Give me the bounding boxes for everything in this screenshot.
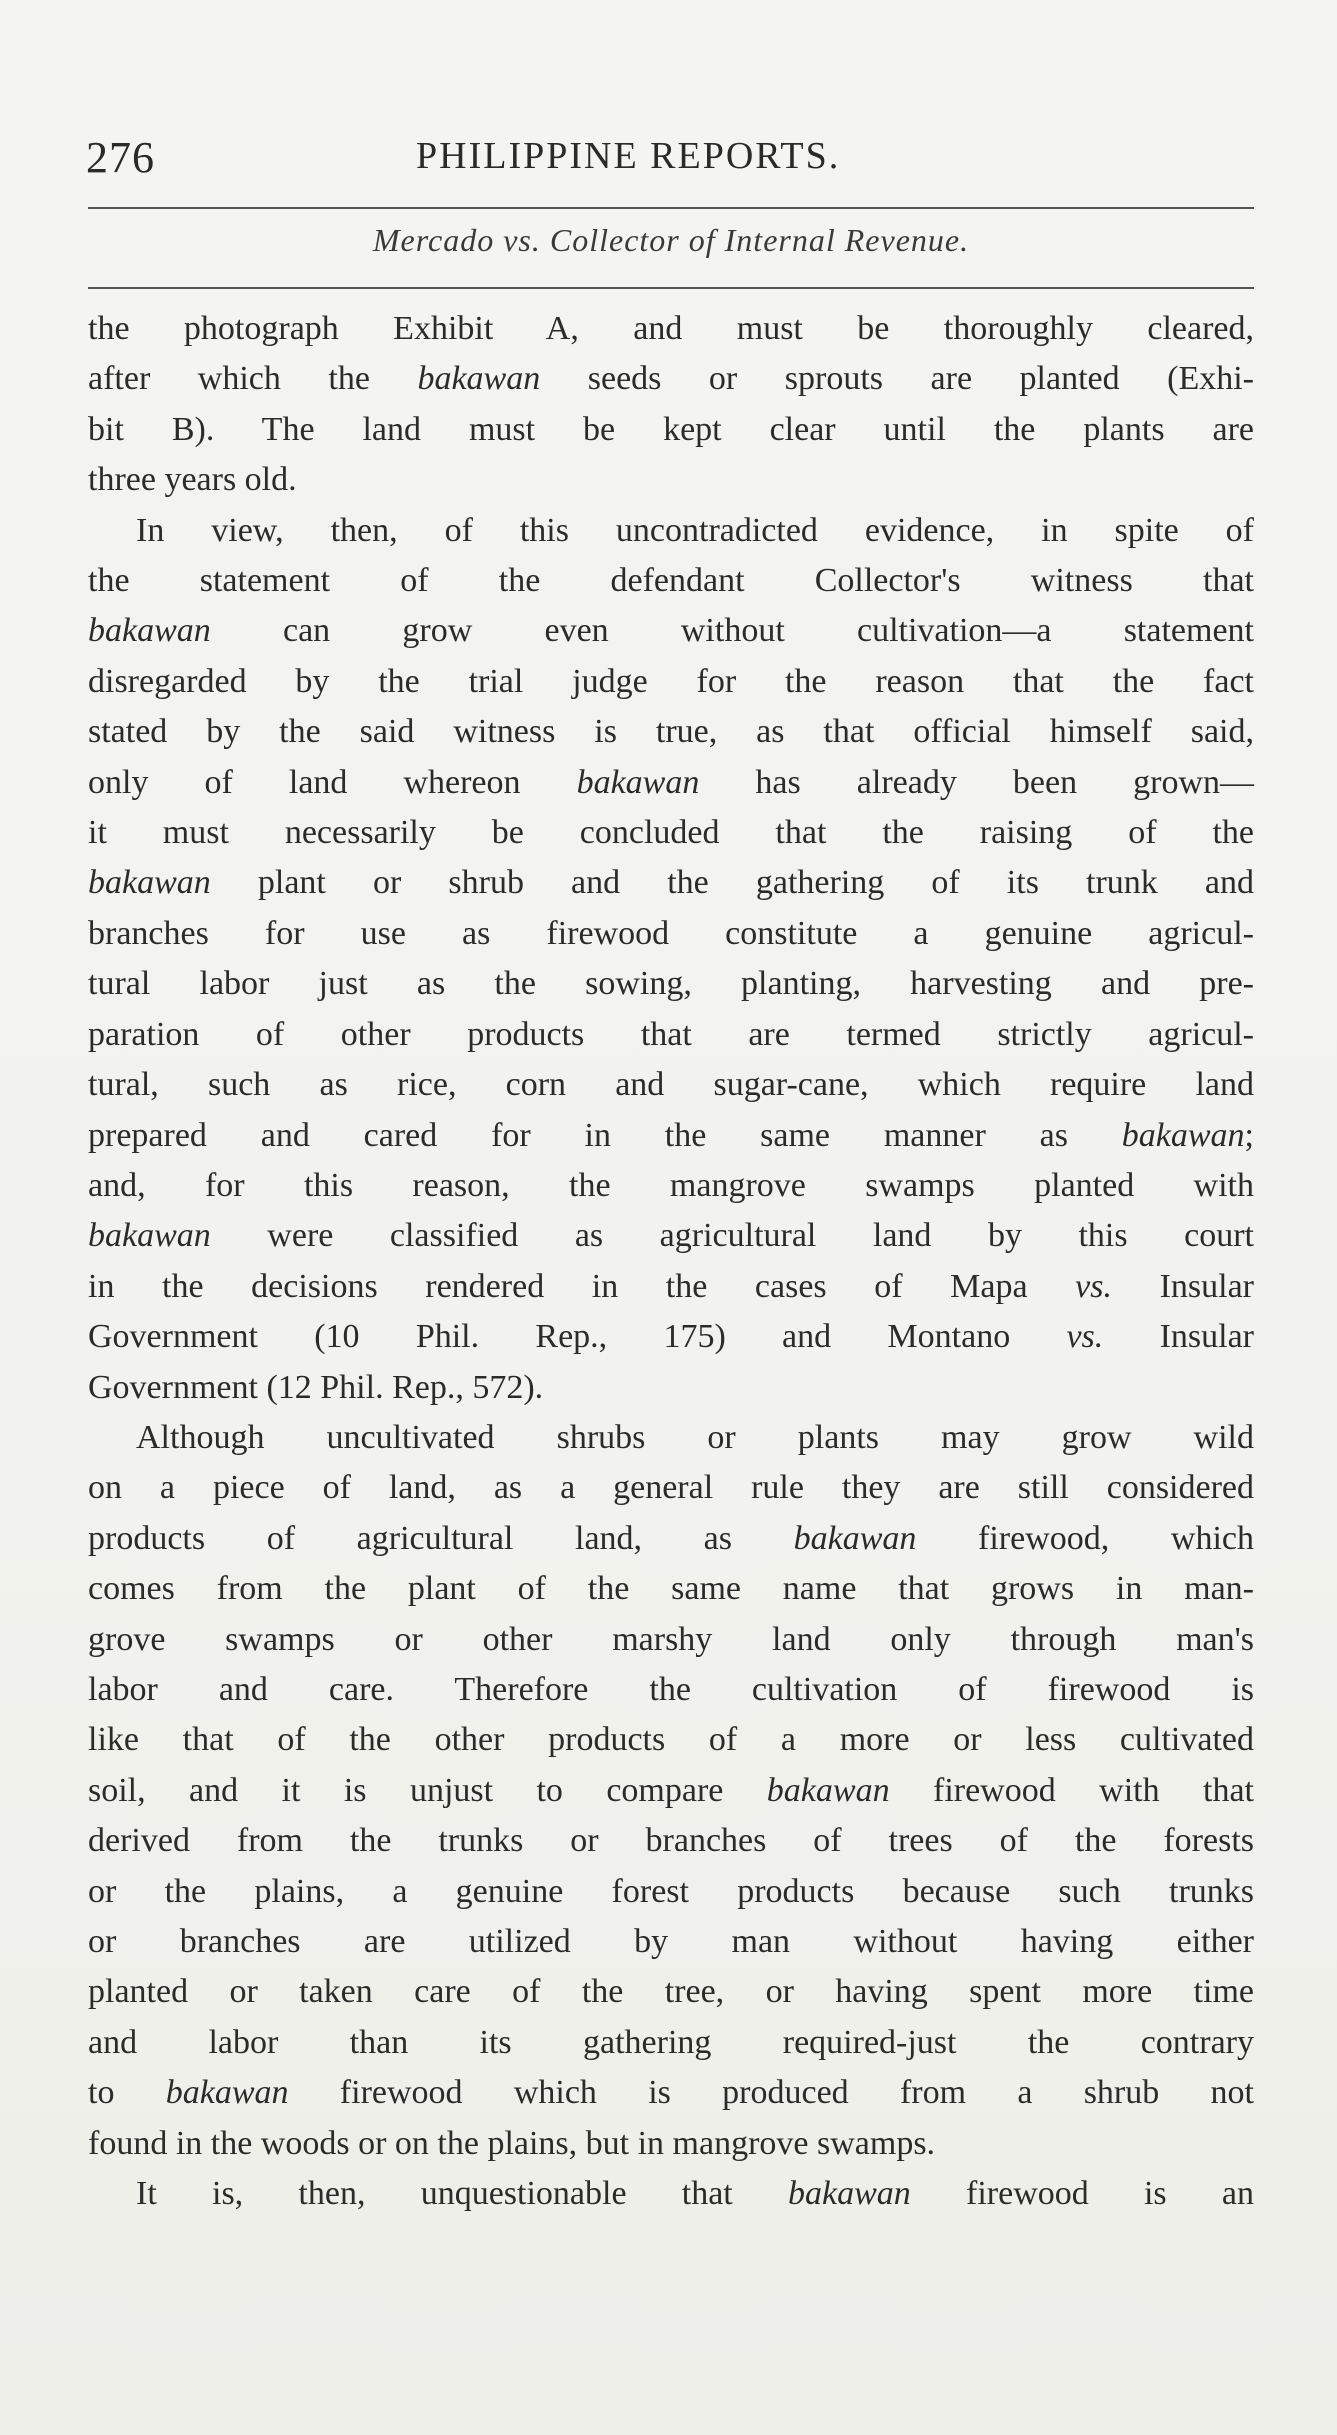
paragraph-4 (88, 2169, 1254, 2219)
text-line: prepared and cared for in the same manner as bakawan; (88, 1116, 1254, 1154)
text-line: the photograph Exhibit A, and must be thoroughly cleared, (88, 310, 1254, 347)
paragraph-3 (88, 1413, 1254, 2169)
text-line: or branches are utilized by man without having either (88, 1923, 1254, 1960)
text-line: In view, then, of this uncontradicted evidence, in spite of (136, 511, 1254, 549)
text-line: tural, such as rice, corn and sugar-cane, which require land (88, 1066, 1254, 1104)
text-line: tural labor just as the sowing, planting, harvesting and pre- (88, 965, 1254, 1003)
text-line: bakawan were classified as agricultural land by this court (88, 1217, 1254, 1255)
text-line: planted or taken care of the tree, or having spent more time (88, 1973, 1254, 2011)
text-line: comes from the plant of the same name that grows in man- (88, 1570, 1254, 1608)
page-header (86, 132, 1256, 192)
text-line: like that of the other products of a more or less cultivated (88, 1721, 1254, 1759)
text-line: the statement of the defendant Collector's witness that (88, 562, 1254, 600)
text-line: stated by the said witness is true, as that official himself said, (88, 713, 1254, 751)
text-line: it must necessarily be concluded that the raising of the (88, 814, 1254, 852)
running-title: PHILIPPINE REPORTS. (416, 135, 841, 177)
text-line: Government (12 Phil. Rep., 572). (88, 1368, 544, 1406)
text-line: in the decisions rendered in the cases of Mapa vs. Insular (88, 1267, 1254, 1305)
header-rule-top (88, 207, 1254, 209)
text-line: derived from the trunks or branches of trees of the forests (88, 1822, 1254, 1860)
text-line: labor and care. Therefore the cultivation of firewood is (88, 1670, 1254, 1708)
text-line: bakawan plant or shrub and the gathering of its trunk and (88, 864, 1254, 902)
text-line: products of agricultural land, as bakawan firewood, which (88, 1519, 1254, 1557)
text-line: paration of other products that are termed strictly agricul- (88, 1015, 1254, 1053)
paragraph-2 (88, 506, 1254, 1413)
text-line: bakawan can grow even without cultivation—a statement (88, 612, 1254, 650)
text-line: and labor than its gathering required-just the contrary (88, 2023, 1254, 2061)
case-title: Mercado vs. Collector of Internal Revenue. (372, 222, 970, 258)
header-rule-bottom (88, 287, 1254, 289)
text-line: found in the woods or on the plains, but in mangrove swamps. (88, 2124, 936, 2162)
text-line: and, for this reason, the mangrove swamps planted with (88, 1166, 1254, 1204)
text-line: grove swamps or other marshy land only through man's (88, 1620, 1254, 1658)
text-line: to bakawan firewood which is produced from a shrub not (88, 2074, 1254, 2112)
text-line: bit B). The land must be kept clear until the plants are (88, 410, 1254, 448)
text-line: Although uncultivated shrubs or plants may grow wild (136, 1418, 1254, 1456)
text-line: on a piece of land, as a general rule they are still considered (88, 1469, 1254, 1507)
page-number: 276 (86, 133, 155, 182)
text-line: disregarded by the trial judge for the reason that the fact (88, 662, 1254, 700)
text-line: three years old. (88, 461, 297, 499)
text-line: soil, and it is unjust to compare bakawan firewood with that (88, 1771, 1254, 1809)
text-line: after which the bakawan seeds or sprouts are planted (Exhi- (88, 360, 1255, 398)
paragraph-1 (88, 304, 1254, 506)
text-line: Government (10 Phil. Rep., 175) and Montano vs. Insular (88, 1318, 1254, 1356)
text-line: branches for use as firewood constitute a genuine agricul- (88, 914, 1254, 952)
text-line: only of land whereon bakawan has already been grown— (88, 763, 1254, 801)
text-line: or the plains, a genuine forest products because such trunks (88, 1872, 1254, 1910)
text-line: It is, then, unquestionable that bakawan firewood is an (136, 2175, 1254, 2213)
body-text (88, 304, 1254, 2219)
